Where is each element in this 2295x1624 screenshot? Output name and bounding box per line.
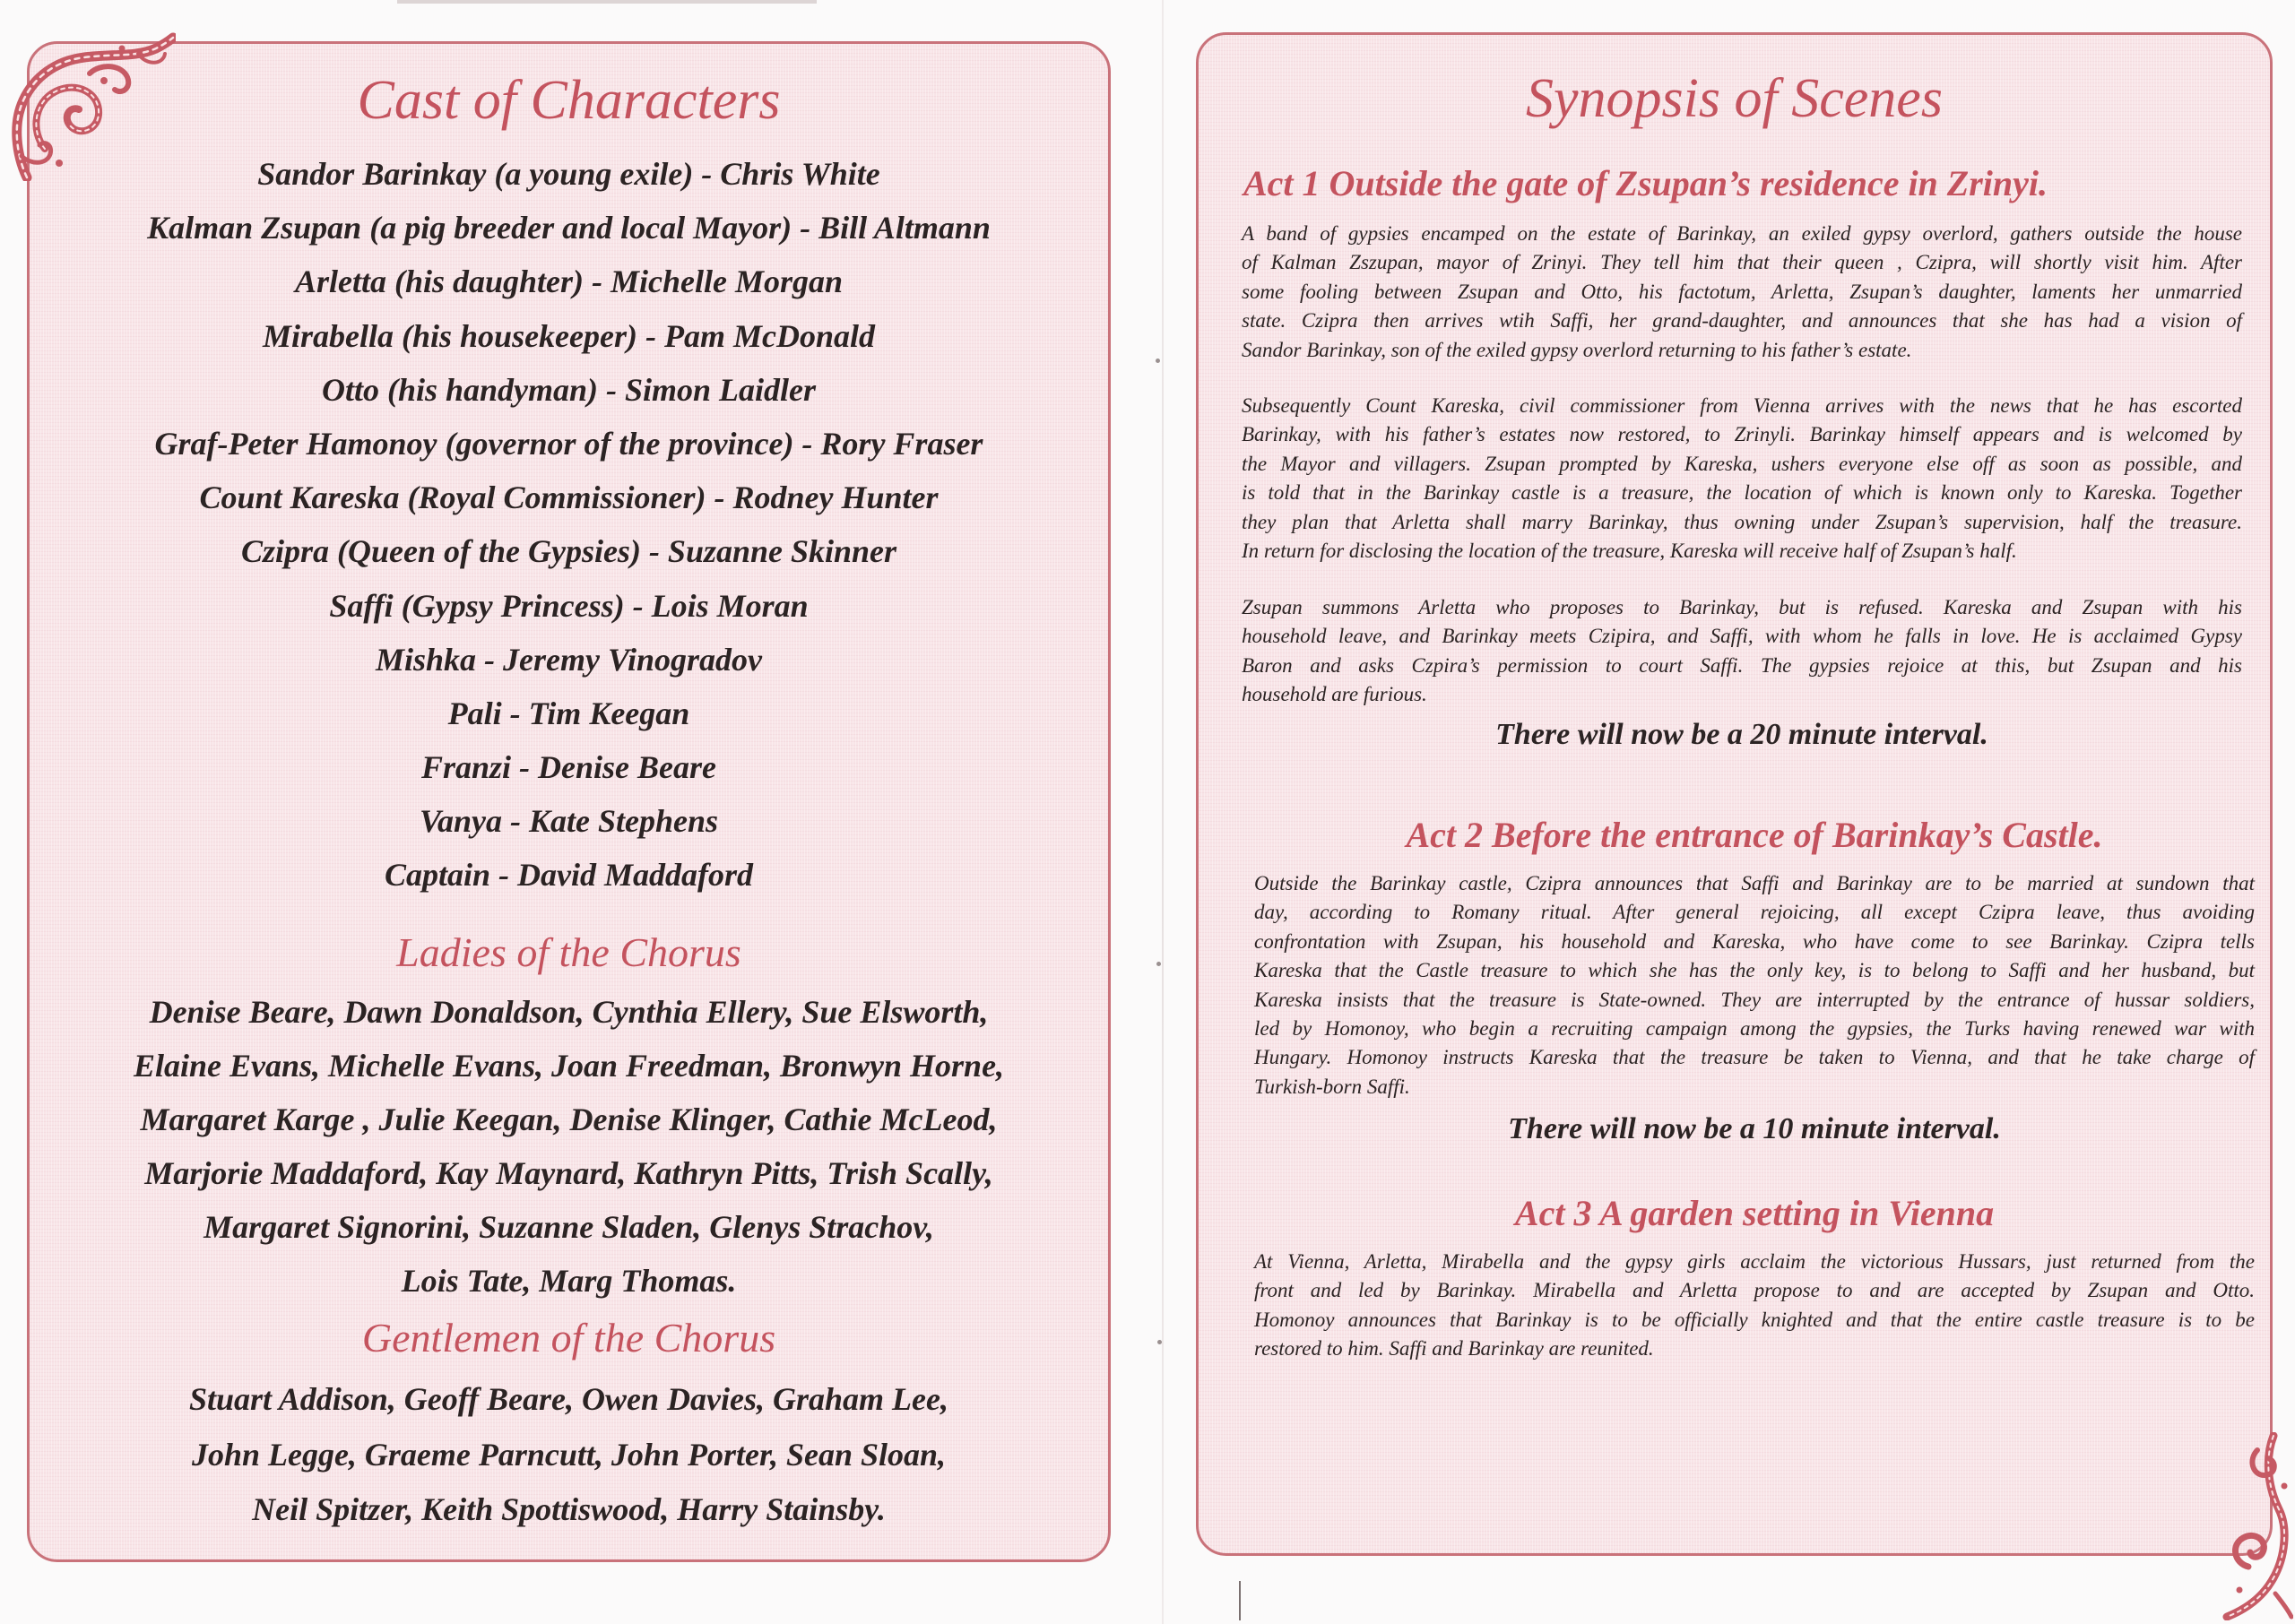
cast-line: Sandor Barinkay (a young exile) - Chris White [257, 156, 880, 192]
paragraph-line: Subsequently Count Kareska, civil commissioner from Vienna arrives with the news that he has escorted [1242, 394, 2242, 417]
gentlemen-chorus-heading: Gentlemen of the Chorus [361, 1315, 776, 1361]
paragraph-line: Kareska that the Castle treasure to which she has the only key, is to belong to Saffi and her husband, but [1254, 959, 2255, 982]
paragraph-line: confrontation with Zsupan, his household and Kareska, who have come to see Barinkay. Czipra tells [1254, 929, 2255, 953]
chorus-line: Stuart Addison, Geoff Beare, Owen Davies, Graham Lee, [188, 1381, 948, 1417]
paragraph-line: day, according to Romany ritual. After general rejoicing, all except Czipra leave, thus avoiding [1254, 901, 2255, 924]
cast-line: Count Kareska (Royal Commissioner) - Rodney Hunter [199, 479, 939, 516]
chorus-line: Margaret Karge , Julie Keegan, Denise Klinger, Cathie McLeod, [140, 1101, 998, 1137]
binding-hole [1156, 962, 1161, 966]
interval-notice: There will now be a 10 minute interval. [1508, 1112, 2001, 1145]
act1-paragraph [1242, 392, 2242, 566]
act1-paragraph [1242, 593, 2242, 710]
paragraph-line: household are furious. [1242, 683, 1427, 706]
gentlemen-chorus-list [30, 1372, 1108, 1538]
act2-paragraph [1254, 869, 2255, 1101]
paragraph-line: the Mayor and villagers. Zsupan prompted by Kareska, ushers everyone else off as soon as possible, and [1242, 452, 2242, 475]
paragraph-line: Turkish-born Saffi. [1254, 1075, 1410, 1098]
interval-notice: There will now be a 20 minute interval. [1495, 718, 1988, 751]
cast-line: Kalman Zsupan (a pig breeder and local Mayor) - Bill Altmann [147, 210, 991, 246]
chorus-line: Marjorie Maddaford, Kay Maynard, Kathryn Pitts, Trish Scally, [144, 1155, 993, 1191]
paragraph-line: Kareska insists that the treasure is State-owned. They are interrupted by the entrance of hussar soldiers, [1254, 988, 2255, 1011]
paragraph-line: Hungary. Homonoy instructs Kareska that the treasure be taken to Vienna, and that he take charge of [1254, 1046, 2255, 1069]
cast-line: Captain - David Maddaford [384, 857, 753, 894]
cast-panel [27, 41, 1111, 1562]
act3-paragraph [1254, 1248, 2255, 1364]
binding-hole [1157, 1340, 1162, 1344]
paragraph-line: led by Homonoy, who begin a recruiting campaign among the gypsies, the Turks having renewed war with [1254, 1016, 2255, 1040]
paragraph-line: is told that in the Barinkay castle is a treasure, the location of which is known only to Kareska. Together [1242, 481, 2242, 505]
scan-mark [397, 0, 817, 4]
act2-heading: Act 2 Before the entrance of Barinkay’s Castle. [1406, 815, 2103, 855]
page-fold [1162, 0, 1164, 1624]
paragraph-line: Sandor Barinkay, son of the exiled gypsy overlord returning to his father’s estate. [1242, 338, 1912, 361]
cast-line: Pali - Tim Keegan [447, 695, 690, 731]
cast-line: Otto (his handyman) - Simon Laidler [321, 371, 817, 408]
paragraph-line: Homonoy announces that Barinkay is to be officially knighted and that the entire castle treasure is to be [1254, 1308, 2255, 1331]
paragraph-line: At Vienna, Arletta, Mirabella and the gypsy girls acclaim the victorious Hussars, just returned from the [1254, 1250, 2255, 1273]
cast-line: Graf-Peter Hamonoy (governor of the province) - Rory Fraser [154, 425, 983, 462]
synopsis-panel [1196, 32, 2273, 1556]
act1-heading: Act 1 Outside the gate of Zsupan’s residence in Zrinyi. [1243, 163, 2048, 203]
paragraph-line: A band of gypsies encamped on the estate of Barinkay, an exiled gypsy overlord, gathers outside the house [1242, 222, 2242, 245]
paragraph-line: front and led by Barinkay. Mirabella and Arletta propose to and are accepted by Zsupan and Otto. [1254, 1279, 2255, 1302]
corner-ornament [4, 30, 176, 181]
paragraph-line: they plan that Arletta shall marry Barinkay, thus owning under Zsupan’s supervision, half the treasure. [1242, 510, 2242, 533]
paragraph-line: In return for disclosing the location of the treasure, Kareska will receive half of Zsupan’s half. [1242, 539, 2017, 562]
paragraph-line: Outside the Barinkay castle, Czipra announces that Saffi and Barinkay are to be married at sundown that [1254, 872, 2255, 894]
corner-ornament [2221, 1432, 2293, 1620]
chorus-line: Denise Beare, Dawn Donaldson, Cynthia Ellery, Sue Elsworth, [149, 994, 989, 1030]
paragraph-line: some fooling between Zsupan and Otto, his factotum, Arletta, Zsupan’s daughter, laments her unmarried [1242, 280, 2242, 303]
binding-hole [1156, 358, 1160, 363]
paragraph-line: state. Czipra then arrives wtih Saffi, her grand-daughter, and announces that she has had a vision of [1242, 309, 2242, 333]
paragraph-line: Zsupan summons Arletta who proposes to Barinkay, but is refused. Kareska and Zsupan with his [1242, 596, 2242, 618]
paragraph-line: Baron and asks Czpira’s permission to court Saffi. The gypsies rejoice at this, but Zsupan and his [1242, 653, 2242, 677]
cast-line: Vanya - Kate Stephens [419, 803, 719, 840]
cast-line: Mishka - Jeremy Vinogradov [375, 641, 762, 678]
cast-line: Arletta (his daughter) - Michelle Morgan [294, 263, 844, 300]
synopsis-title: Synopsis of Scenes [1526, 68, 1943, 129]
paragraph-line: of Kalman Zszupan, mayor of Zrinyi. They tell him that their queen , Czipra, will shortly visit him. After [1242, 251, 2242, 274]
chorus-line: Lois Tate, Marg Thomas. [401, 1263, 737, 1299]
paragraph-line: restored to him. Saffi and Barinkay are reunited. [1254, 1337, 1654, 1361]
cast-line: Franzi - Denise Beare [420, 749, 716, 786]
act1-paragraph [1242, 220, 2242, 365]
ladies-chorus-heading: Ladies of the Chorus [396, 929, 741, 975]
cast-list [30, 147, 1108, 903]
scan-mark [1239, 1581, 1241, 1620]
act3-heading: Act 3 A garden setting in Vienna [1514, 1193, 1995, 1233]
chorus-line: Elaine Evans, Michelle Evans, Joan Freedman, Bronwyn Horne, [133, 1048, 1005, 1084]
cast-line: Czipra (Queen of the Gypsies) - Suzanne Skinner [240, 533, 897, 570]
cast-line: Mirabella (his housekeeper) - Pam McDonald [263, 317, 875, 354]
ladies-chorus-list [30, 985, 1108, 1308]
cast-line: Saffi (Gypsy Princess) - Lois Moran [329, 587, 809, 624]
chorus-line: Margaret Signorini, Suzanne Sladen, Glenys Strachov, [204, 1209, 934, 1245]
chorus-line: Neil Spitzer, Keith Spottiswood, Harry Stainsby. [252, 1491, 886, 1527]
paragraph-line: Barinkay, with his father’s estates now restored, to Zrinyli. Barinkay himself appears and is welcomed by [1242, 423, 2242, 446]
paragraph-line: household leave, and Barinkay meets Czipira, and Saffi, with whom he falls in love. He is acclaimed Gypsy [1242, 625, 2242, 648]
chorus-line: John Legge, Graeme Parncutt, John Porter, Sean Sloan, [191, 1436, 947, 1473]
cast-title: Cast of Characters [357, 70, 781, 131]
